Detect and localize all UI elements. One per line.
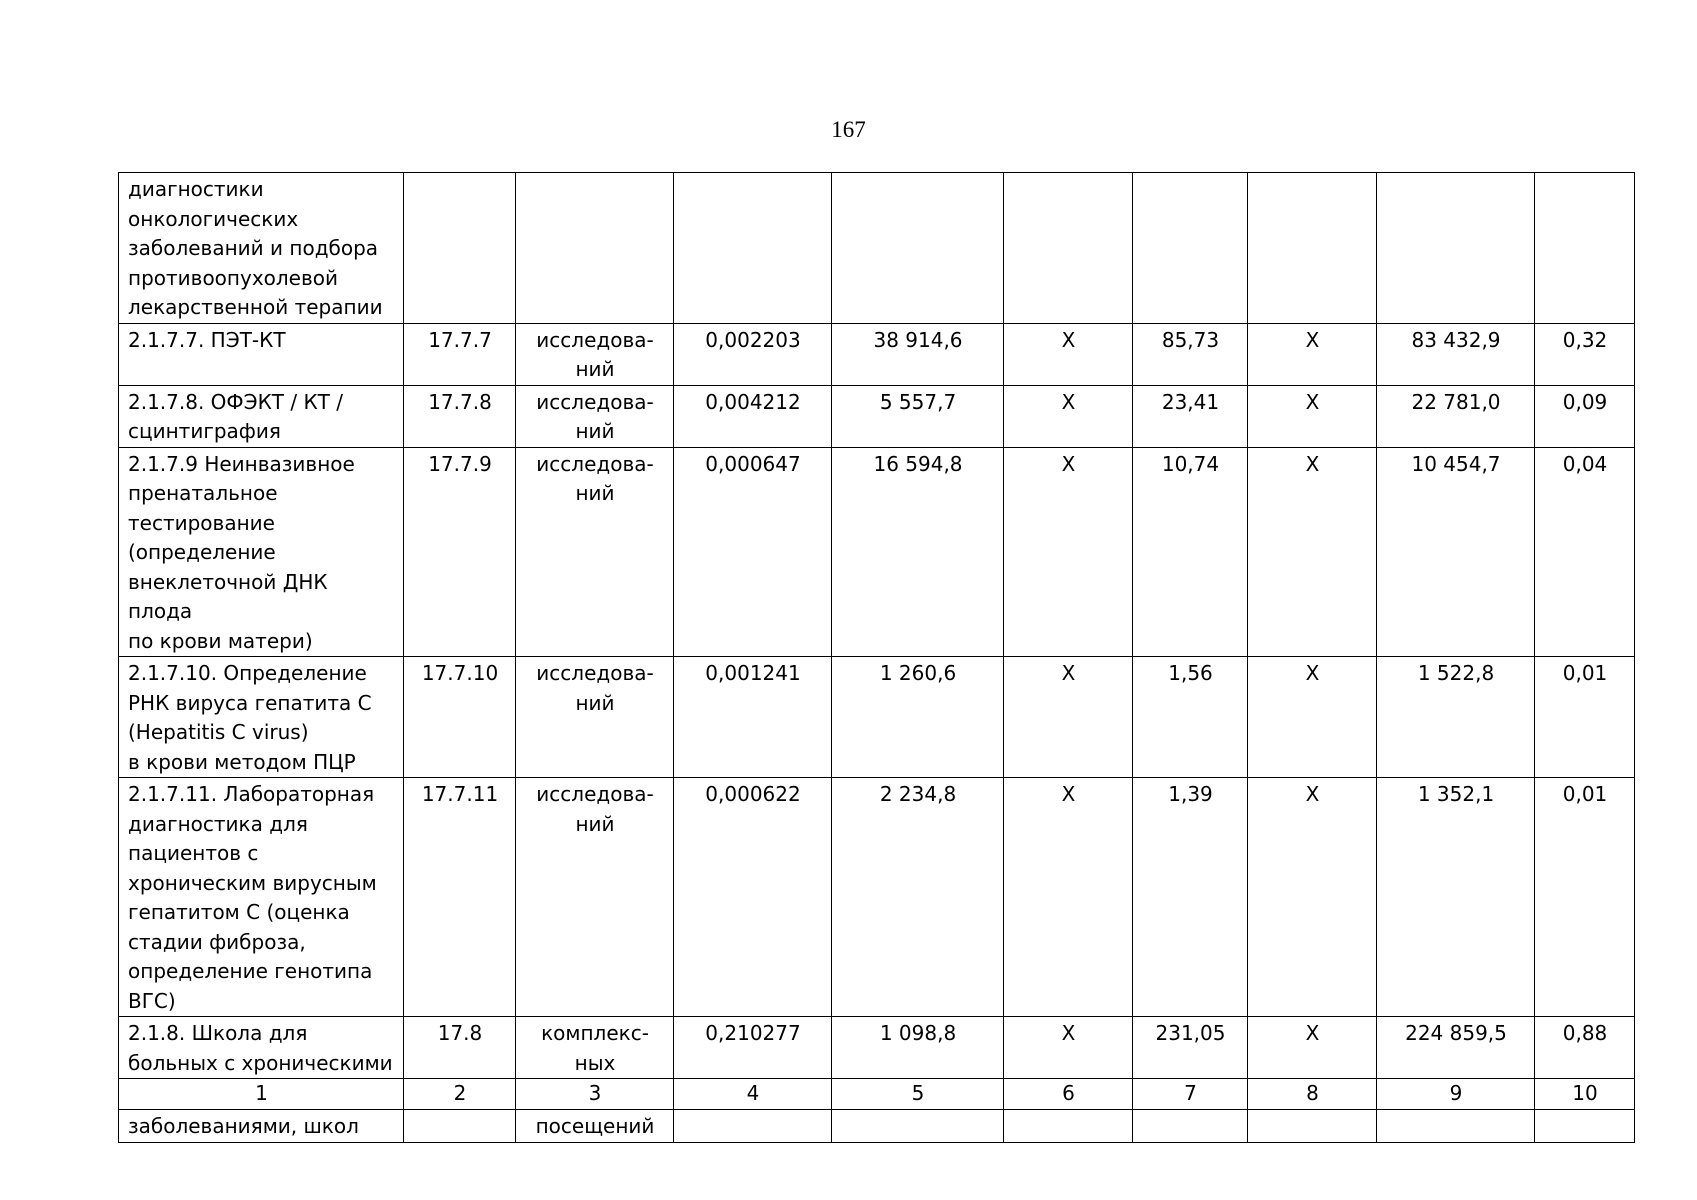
- table-cell: 2.1.7.7. ПЭТ-КТ: [119, 323, 404, 385]
- table-row: [119, 323, 1635, 385]
- table-cell: исследова- ний: [516, 657, 674, 778]
- column-number: 4: [674, 1079, 832, 1110]
- table-cell: 2.1.7.9 Неинвазивное пренатальное тестирование (определение внеклеточной ДНК плода по крови матери): [119, 447, 404, 657]
- table-cell: 16 594,8: [832, 447, 1004, 657]
- table-cell: [674, 1110, 832, 1143]
- table-cell: Х: [1004, 778, 1133, 1017]
- table-cell: 2.1.7.8. ОФЭКТ / КТ / сцинтиграфия: [119, 385, 404, 447]
- column-number: 7: [1133, 1079, 1248, 1110]
- table-cell: Х: [1004, 385, 1133, 447]
- table-cell: Х: [1004, 1017, 1133, 1079]
- table-cell: [404, 1110, 516, 1143]
- table-cell: комплекс- ных: [516, 1017, 674, 1079]
- table-cell: [1535, 1110, 1635, 1143]
- table-cell: 0,210277: [674, 1017, 832, 1079]
- table-cell: 17.7.7: [404, 323, 516, 385]
- table-cell: [1133, 1110, 1248, 1143]
- table-row: [119, 385, 1635, 447]
- tariff-table: [118, 172, 1635, 1143]
- table-cell: Х: [1248, 778, 1377, 1017]
- table-cell: Х: [1004, 447, 1133, 657]
- table-cell: 1 260,6: [832, 657, 1004, 778]
- table-cell: Х: [1004, 657, 1133, 778]
- table-row: [119, 778, 1635, 1017]
- table-cell: Х: [1004, 323, 1133, 385]
- table-cell: 1 098,8: [832, 1017, 1004, 1079]
- table-row: [119, 1110, 1635, 1143]
- table-cell: исследова- ний: [516, 385, 674, 447]
- table-row: [119, 173, 1635, 324]
- table-cell: заболеваниями, школ: [119, 1110, 404, 1143]
- table-cell: 85,73: [1133, 323, 1248, 385]
- column-number: 10: [1535, 1079, 1635, 1110]
- column-number: 3: [516, 1079, 674, 1110]
- table-cell: 1,56: [1133, 657, 1248, 778]
- table-cell: посещений: [516, 1110, 674, 1143]
- table-cell: 0,000647: [674, 447, 832, 657]
- table-cell: 0,01: [1535, 657, 1635, 778]
- table-cell: 22 781,0: [1377, 385, 1535, 447]
- table-cell: 0,04: [1535, 447, 1635, 657]
- table-cell: 0,000622: [674, 778, 832, 1017]
- page-number: 167: [831, 117, 866, 142]
- table-cell: 1,39: [1133, 778, 1248, 1017]
- table-row: [119, 657, 1635, 778]
- table-cell: Х: [1248, 657, 1377, 778]
- table-cell: 10 454,7: [1377, 447, 1535, 657]
- table-cell: 231,05: [1133, 1017, 1248, 1079]
- table-cell: 38 914,6: [832, 323, 1004, 385]
- table-cell: 5 557,7: [832, 385, 1004, 447]
- table-cell: [674, 173, 832, 324]
- table-cell: 0,09: [1535, 385, 1635, 447]
- table-cell: [1004, 1110, 1133, 1143]
- table-cell: [832, 173, 1004, 324]
- table-cell: 83 432,9: [1377, 323, 1535, 385]
- table-cell: 0,002203: [674, 323, 832, 385]
- table-cell: 17.7.9: [404, 447, 516, 657]
- table-cell: [404, 173, 516, 324]
- table-row: [119, 1017, 1635, 1079]
- table-cell: 1 522,8: [1377, 657, 1535, 778]
- table-cell: Х: [1248, 1017, 1377, 1079]
- column-number-row: [119, 1079, 1635, 1110]
- table-cell: [1248, 173, 1377, 324]
- table-cell: 10,74: [1133, 447, 1248, 657]
- table-cell: исследова- ний: [516, 323, 674, 385]
- column-number: 2: [404, 1079, 516, 1110]
- table-cell: 224 859,5: [1377, 1017, 1535, 1079]
- table-cell: 17.7.10: [404, 657, 516, 778]
- table-cell: Х: [1248, 447, 1377, 657]
- table-cell: 2.1.8. Школа для больных с хроническими: [119, 1017, 404, 1079]
- column-number: 6: [1004, 1079, 1133, 1110]
- table-cell: исследова- ний: [516, 778, 674, 1017]
- table-cell: [516, 173, 674, 324]
- table-cell: 1 352,1: [1377, 778, 1535, 1017]
- table-cell: 2.1.7.10. Определение РНК вируса гепатита С (Hepatitis С virus) в крови методом ПЦР: [119, 657, 404, 778]
- table-cell: 0,88: [1535, 1017, 1635, 1079]
- table-cell: 0,004212: [674, 385, 832, 447]
- table-cell: 17.7.8: [404, 385, 516, 447]
- table-cell: [1248, 1110, 1377, 1143]
- table-cell: 17.8: [404, 1017, 516, 1079]
- table-cell: диагностики онкологических заболеваний и подбора противоопухолевой лекарственной терапии: [119, 173, 404, 324]
- column-number: 9: [1377, 1079, 1535, 1110]
- table-cell: [1535, 173, 1635, 324]
- table-cell: [1377, 173, 1535, 324]
- table-cell: [1377, 1110, 1535, 1143]
- column-number: 5: [832, 1079, 1004, 1110]
- column-number: 8: [1248, 1079, 1377, 1110]
- table-cell: [1133, 173, 1248, 324]
- table-cell: 0,01: [1535, 778, 1635, 1017]
- table-cell: 2 234,8: [832, 778, 1004, 1017]
- table-cell: 23,41: [1133, 385, 1248, 447]
- table-cell: исследова- ний: [516, 447, 674, 657]
- table-cell: 0,001241: [674, 657, 832, 778]
- table-cell: 0,32: [1535, 323, 1635, 385]
- table-cell: [832, 1110, 1004, 1143]
- table-cell: 2.1.7.11. Лабораторная диагностика для пациентов с хроническим вирусным гепатитом С (оценка стадии фиброза, определение генотипа ВГС): [119, 778, 404, 1017]
- table-cell: Х: [1248, 323, 1377, 385]
- table-row: [119, 447, 1635, 657]
- column-number: 1: [119, 1079, 404, 1110]
- table-cell: Х: [1248, 385, 1377, 447]
- table-cell: 17.7.11: [404, 778, 516, 1017]
- table-cell: [1004, 173, 1133, 324]
